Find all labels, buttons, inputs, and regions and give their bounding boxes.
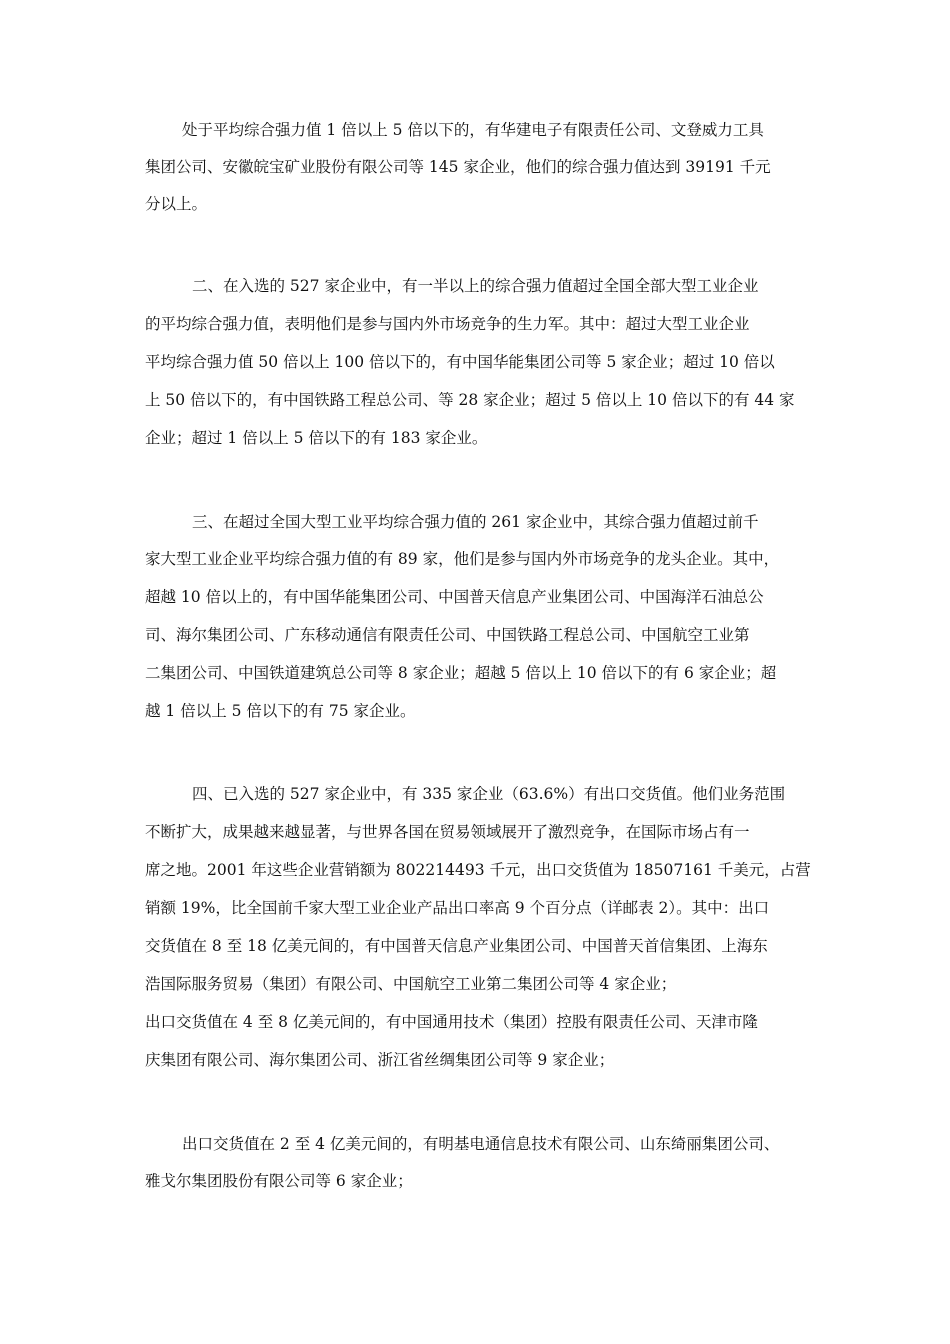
paragraph-4-line-3: 席之地。2001 年这些企业营销额为 802214493 千元，出口交货值为 18507161 千美元，占营 [145, 861, 811, 879]
paragraph-2-line-5: 企业；超过 1 倍以上 5 倍以下的有 183 家企业。 [145, 429, 488, 447]
paragraph-5-line-1: 出口交货值在 2 至 4 亿美元间的，有明基电通信息技术有限公司、山东绮丽集团公司、 [182, 1135, 780, 1153]
paragraph-4-line-6: 浩国际服务贸易（集团）有限公司、中国航空工业第二集团公司等 4 家企业； [145, 975, 677, 993]
paragraph-4-line-5: 交货值在 8 至 18 亿美元间的，有中国普天信息产业集团公司、中国普天首信集团、上海东 [145, 937, 768, 955]
paragraph-5-line-2: 雅戈尔集团股份有限公司等 6 家企业； [145, 1172, 413, 1190]
paragraph-3-line-4: 司、海尔集团公司、广东移动通信有限责任公司、中国铁路工程总公司、中国航空工业第 [145, 626, 750, 644]
paragraph-1-line-1: 处于平均综合强力值 1 倍以上 5 倍以下的，有华建电子有限责任公司、文登威力工具 [182, 121, 764, 139]
paragraph-4-line-7: 出口交货值在 4 至 8 亿美元间的，有中国通用技术（集团）控股有限责任公司、天津市隆 [145, 1013, 758, 1031]
paragraph-2-line-3: 平均综合强力值 50 倍以上 100 倍以下的，有中国华能集团公司等 5 家企业；超过 10 倍以 [145, 353, 775, 371]
paragraph-4-line-2: 不断扩大，成果越来越显著，与世界各国在贸易领域展开了激烈竞争，在国际市场占有一 [145, 823, 750, 841]
paragraph-2-line-4: 上 50 倍以下的，有中国铁路工程总公司、等 28 家企业；超过 5 倍以上 10 倍以下的有 44 家 [145, 391, 795, 409]
paragraph-1-line-3: 分以上。 [145, 195, 208, 213]
paragraph-3-line-5: 二集团公司、中国铁道建筑总公司等 8 家企业；超越 5 倍以上 10 倍以下的有 6 家企业；超 [145, 664, 777, 682]
paragraph-2-line-2: 的平均综合强力值，表明他们是参与国内外市场竞争的生力军。其中：超过大型工业企业 [145, 315, 750, 333]
paragraph-4-line-8: 庆集团有限公司、海尔集团公司、浙江省丝绸集团公司等 9 家企业； [145, 1051, 615, 1069]
paragraph-3-line-3: 超越 10 倍以上的，有中国华能集团公司、中国普天信息产业集团公司、中国海洋石油总公 [145, 588, 764, 606]
paragraph-3-line-1: 三、在超过全国大型工业平均综合强力值的 261 家企业中，其综合强力值超过前千 [192, 513, 759, 531]
paragraph-2-line-1: 二、在入选的 527 家企业中，有一半以上的综合强力值超过全国全部大型工业企业 [192, 277, 759, 295]
paragraph-4-line-4: 销额 19%，比全国前千家大型工业企业产品出口率高 9 个百分点（详邮表 2）。其中：出口 [145, 899, 770, 917]
paragraph-4-line-1: 四、已入选的 527 家企业中，有 335 家企业（63.6%）有出口交货值。他们业务范围 [192, 785, 786, 803]
paragraph-3-line-6: 越 1 倍以上 5 倍以下的有 75 家企业。 [145, 702, 416, 720]
paragraph-3-line-2: 家大型工业企业平均综合强力值的有 89 家，他们是参与国内外市场竞争的龙头企业。其中， [145, 550, 780, 568]
paragraph-1-line-2: 集团公司、安徽皖宝矿业股份有限公司等 145 家企业，他们的综合强力值达到 39191 千元 [145, 158, 771, 176]
